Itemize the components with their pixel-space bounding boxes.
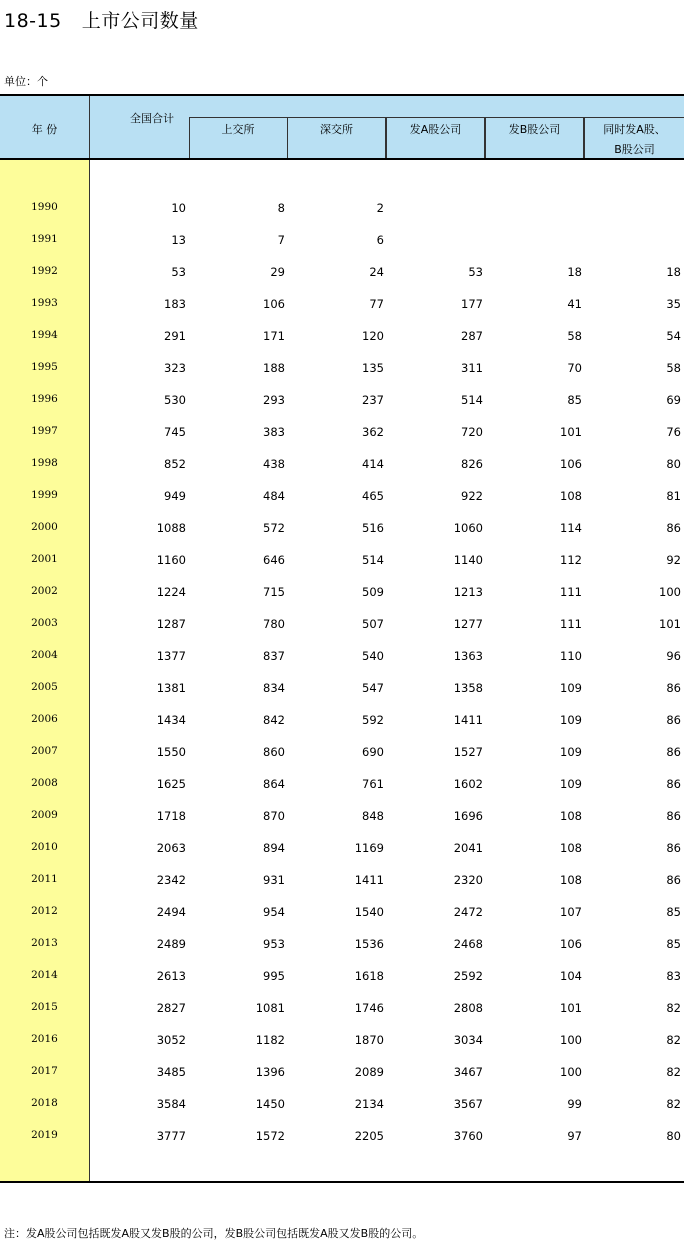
value-cell: 864 (263, 777, 285, 791)
value-cell: 894 (263, 841, 285, 855)
table-row (0, 553, 684, 573)
value-cell: 1081 (255, 1001, 285, 1015)
value-cell: 110 (560, 649, 582, 663)
value-cell: 58 (567, 329, 582, 343)
value-cell: 1527 (453, 745, 483, 759)
value-cell: 2134 (354, 1097, 384, 1111)
value-cell: 82 (666, 1033, 681, 1047)
table-row (0, 1033, 684, 1053)
value-cell: 2489 (156, 937, 186, 951)
value-cell: 86 (666, 809, 681, 823)
table-row (0, 521, 684, 541)
table-row (0, 1129, 684, 1149)
value-cell: 101 (560, 425, 582, 439)
table-row (0, 329, 684, 349)
year-cell: 1996 (31, 393, 58, 405)
header-divider (89, 96, 90, 159)
table-row (0, 457, 684, 477)
value-cell: 2592 (453, 969, 483, 983)
value-cell: 58 (666, 361, 681, 375)
value-cell: 54 (666, 329, 681, 343)
value-cell: 97 (567, 1129, 582, 1143)
table-row (0, 617, 684, 637)
value-cell: 1411 (453, 713, 483, 727)
year-cell: 2017 (31, 1065, 58, 1077)
table-row (0, 361, 684, 381)
value-cell: 120 (362, 329, 384, 343)
value-cell: 949 (164, 489, 186, 503)
value-cell: 3052 (156, 1033, 186, 1047)
year-cell: 2014 (31, 969, 58, 981)
value-cell: 2 (376, 201, 384, 215)
value-cell: 834 (263, 681, 285, 695)
value-cell: 2089 (354, 1065, 384, 1079)
value-cell: 1625 (156, 777, 186, 791)
value-cell: 13 (171, 233, 186, 247)
value-cell: 109 (560, 681, 582, 695)
table-row (0, 1097, 684, 1117)
value-cell: 514 (461, 393, 483, 407)
header-total: 全国合计 (130, 112, 174, 125)
value-cell: 646 (263, 553, 285, 567)
value-cell: 80 (666, 457, 681, 471)
value-cell: 826 (461, 457, 483, 471)
value-cell: 106 (263, 297, 285, 311)
value-cell: 1160 (156, 553, 186, 567)
value-cell: 2320 (453, 873, 483, 887)
value-cell: 1363 (453, 649, 483, 663)
header-year: 年 份 (31, 123, 58, 136)
value-cell: 870 (263, 809, 285, 823)
value-cell: 323 (164, 361, 186, 375)
value-cell: 1536 (354, 937, 384, 951)
value-cell: 1396 (255, 1065, 285, 1079)
year-cell: 2013 (31, 937, 58, 949)
value-cell: 383 (263, 425, 285, 439)
value-cell: 516 (362, 521, 384, 535)
header-subdivider (189, 117, 684, 118)
value-cell: 6 (376, 233, 384, 247)
year-cell: 2011 (31, 873, 58, 885)
value-cell: 2205 (354, 1129, 384, 1143)
value-cell: 953 (263, 937, 285, 951)
value-cell: 106 (560, 937, 582, 951)
value-cell: 18 (567, 265, 582, 279)
value-cell: 85 (567, 393, 582, 407)
value-cell: 780 (263, 617, 285, 631)
value-cell: 106 (560, 457, 582, 471)
value-cell: 7 (277, 233, 285, 247)
value-cell: 931 (263, 873, 285, 887)
value-cell: 1572 (255, 1129, 285, 1143)
value-cell: 86 (666, 873, 681, 887)
value-cell: 86 (666, 777, 681, 791)
bottom-rule (0, 1181, 684, 1183)
table-row (0, 777, 684, 797)
table-row (0, 841, 684, 861)
value-cell: 293 (263, 393, 285, 407)
header-a-share: 发A股公司 (409, 123, 462, 136)
value-cell: 1224 (156, 585, 186, 599)
value-cell: 715 (263, 585, 285, 599)
value-cell: 53 (468, 265, 483, 279)
value-cell: 81 (666, 489, 681, 503)
value-cell: 3467 (453, 1065, 483, 1079)
header-sse: 上交所 (221, 123, 255, 136)
header-both-line2: B股公司 (614, 143, 655, 156)
value-cell: 592 (362, 713, 384, 727)
value-cell: 104 (560, 969, 582, 983)
year-cell: 1992 (31, 265, 58, 277)
year-cell: 2004 (31, 649, 58, 661)
value-cell: 101 (659, 617, 681, 631)
value-cell: 1718 (156, 809, 186, 823)
table-row (0, 809, 684, 829)
value-cell: 837 (263, 649, 285, 663)
table-row (0, 489, 684, 509)
value-cell: 1618 (354, 969, 384, 983)
value-cell: 83 (666, 969, 681, 983)
value-cell: 2468 (453, 937, 483, 951)
value-cell: 291 (164, 329, 186, 343)
value-cell: 2472 (453, 905, 483, 919)
table-row (0, 873, 684, 893)
year-cell: 2012 (31, 905, 58, 917)
value-cell: 362 (362, 425, 384, 439)
value-cell: 82 (666, 1001, 681, 1015)
value-cell: 111 (560, 585, 582, 599)
year-cell: 2016 (31, 1033, 58, 1045)
value-cell: 53 (171, 265, 186, 279)
table-row (0, 649, 684, 669)
value-cell: 177 (461, 297, 483, 311)
value-cell: 86 (666, 713, 681, 727)
year-cell: 1998 (31, 457, 58, 469)
value-cell: 109 (560, 777, 582, 791)
value-cell: 1550 (156, 745, 186, 759)
year-cell: 2015 (31, 1001, 58, 1013)
value-cell: 514 (362, 553, 384, 567)
value-cell: 85 (666, 937, 681, 951)
value-cell: 311 (461, 361, 483, 375)
value-cell: 465 (362, 489, 384, 503)
value-cell: 1411 (354, 873, 384, 887)
value-cell: 842 (263, 713, 285, 727)
value-cell: 135 (362, 361, 384, 375)
value-cell: 1140 (453, 553, 483, 567)
value-cell: 690 (362, 745, 384, 759)
value-cell: 86 (666, 521, 681, 535)
value-cell: 484 (263, 489, 285, 503)
value-cell: 29 (270, 265, 285, 279)
value-cell: 112 (560, 553, 582, 567)
value-cell: 2808 (453, 1001, 483, 1015)
value-cell: 3034 (453, 1033, 483, 1047)
value-cell: 109 (560, 713, 582, 727)
value-cell: 954 (263, 905, 285, 919)
table-row (0, 393, 684, 413)
table-row (0, 681, 684, 701)
value-cell: 1746 (354, 1001, 384, 1015)
value-cell: 540 (362, 649, 384, 663)
table-row (0, 201, 684, 221)
value-cell: 547 (362, 681, 384, 695)
value-cell: 848 (362, 809, 384, 823)
value-cell: 100 (560, 1065, 582, 1079)
value-cell: 100 (659, 585, 681, 599)
header-both-line1: 同时发A股、 (603, 123, 666, 136)
value-cell: 111 (560, 617, 582, 631)
value-cell: 76 (666, 425, 681, 439)
value-cell: 3485 (156, 1065, 186, 1079)
table-row (0, 713, 684, 733)
year-cell: 1991 (31, 233, 58, 245)
value-cell: 922 (461, 489, 483, 503)
unit-label: 单位：个 (4, 75, 48, 88)
value-cell: 108 (560, 809, 582, 823)
year-cell: 2019 (31, 1129, 58, 1141)
value-cell: 99 (567, 1097, 582, 1111)
value-cell: 1060 (453, 521, 483, 535)
value-cell: 1870 (354, 1033, 384, 1047)
year-cell: 1999 (31, 489, 58, 501)
value-cell: 572 (263, 521, 285, 535)
table-row (0, 233, 684, 253)
value-cell: 1088 (156, 521, 186, 535)
year-cell: 1994 (31, 329, 58, 341)
value-cell: 18 (666, 265, 681, 279)
year-cell: 2009 (31, 809, 58, 821)
value-cell: 530 (164, 393, 186, 407)
table-row (0, 297, 684, 317)
value-cell: 2063 (156, 841, 186, 855)
value-cell: 8 (277, 201, 285, 215)
value-cell: 109 (560, 745, 582, 759)
value-cell: 2041 (453, 841, 483, 855)
value-cell: 80 (666, 1129, 681, 1143)
value-cell: 188 (263, 361, 285, 375)
value-cell: 101 (560, 1001, 582, 1015)
value-cell: 438 (263, 457, 285, 471)
value-cell: 86 (666, 745, 681, 759)
value-cell: 1696 (453, 809, 483, 823)
value-cell: 995 (263, 969, 285, 983)
value-cell: 108 (560, 841, 582, 855)
table-row (0, 1001, 684, 1021)
value-cell: 1182 (255, 1033, 285, 1047)
value-cell: 183 (164, 297, 186, 311)
year-cell: 2002 (31, 585, 58, 597)
table-number: 18-15 (4, 10, 62, 32)
value-cell: 852 (164, 457, 186, 471)
value-cell: 1540 (354, 905, 384, 919)
year-cell: 2007 (31, 745, 58, 757)
value-cell: 3567 (453, 1097, 483, 1111)
value-cell: 171 (263, 329, 285, 343)
value-cell: 3777 (156, 1129, 186, 1143)
value-cell: 24 (369, 265, 384, 279)
value-cell: 82 (666, 1097, 681, 1111)
value-cell: 1450 (255, 1097, 285, 1111)
footnote: 注：发A股公司包括既发A股又发B股的公司，发B股公司包括既发A股又发B股的公司。 (4, 1227, 424, 1240)
value-cell: 761 (362, 777, 384, 791)
table-row (0, 745, 684, 765)
value-cell: 2342 (156, 873, 186, 887)
value-cell: 720 (461, 425, 483, 439)
value-cell: 1434 (156, 713, 186, 727)
value-cell: 41 (567, 297, 582, 311)
header-bottom-rule (0, 158, 684, 160)
value-cell: 414 (362, 457, 384, 471)
value-cell: 237 (362, 393, 384, 407)
value-cell: 745 (164, 425, 186, 439)
value-cell: 77 (369, 297, 384, 311)
year-cell: 1995 (31, 361, 58, 373)
year-cell: 1997 (31, 425, 58, 437)
table-title: 上市公司数量 (81, 10, 199, 32)
table-row (0, 265, 684, 285)
value-cell: 2827 (156, 1001, 186, 1015)
value-cell: 1602 (453, 777, 483, 791)
value-cell: 85 (666, 905, 681, 919)
value-cell: 3584 (156, 1097, 186, 1111)
table-row (0, 905, 684, 925)
year-cell: 2000 (31, 521, 58, 533)
value-cell: 10 (171, 201, 186, 215)
year-cell: 2010 (31, 841, 58, 853)
value-cell: 114 (560, 521, 582, 535)
table-row (0, 585, 684, 605)
value-cell: 1169 (354, 841, 384, 855)
year-cell: 1993 (31, 297, 58, 309)
year-cell: 1990 (31, 201, 58, 213)
value-cell: 96 (666, 649, 681, 663)
year-cell: 2001 (31, 553, 58, 565)
year-cell: 2006 (31, 713, 58, 725)
value-cell: 1381 (156, 681, 186, 695)
value-cell: 1213 (453, 585, 483, 599)
value-cell: 92 (666, 553, 681, 567)
value-cell: 69 (666, 393, 681, 407)
value-cell: 2613 (156, 969, 186, 983)
value-cell: 287 (461, 329, 483, 343)
page-title (4, 6, 199, 33)
value-cell: 108 (560, 873, 582, 887)
year-cell: 2003 (31, 617, 58, 629)
value-cell: 86 (666, 841, 681, 855)
value-cell: 1377 (156, 649, 186, 663)
value-cell: 108 (560, 489, 582, 503)
year-cell: 2005 (31, 681, 58, 693)
value-cell: 35 (666, 297, 681, 311)
value-cell: 2494 (156, 905, 186, 919)
value-cell: 86 (666, 681, 681, 695)
table-row (0, 1065, 684, 1085)
header-szse: 深交所 (320, 123, 353, 136)
value-cell: 509 (362, 585, 384, 599)
value-cell: 1277 (453, 617, 483, 631)
value-cell: 3760 (453, 1129, 483, 1143)
value-cell: 507 (362, 617, 384, 631)
header-b-share: 发B股公司 (508, 123, 561, 136)
value-cell: 860 (263, 745, 285, 759)
value-cell: 100 (560, 1033, 582, 1047)
table-row (0, 937, 684, 957)
year-cell: 2008 (31, 777, 58, 789)
value-cell: 1287 (156, 617, 186, 631)
value-cell: 82 (666, 1065, 681, 1079)
value-cell: 70 (567, 361, 582, 375)
year-cell: 2018 (31, 1097, 58, 1109)
value-cell: 107 (560, 905, 582, 919)
table-row (0, 969, 684, 989)
value-cell: 1358 (453, 681, 483, 695)
table-row (0, 425, 684, 445)
